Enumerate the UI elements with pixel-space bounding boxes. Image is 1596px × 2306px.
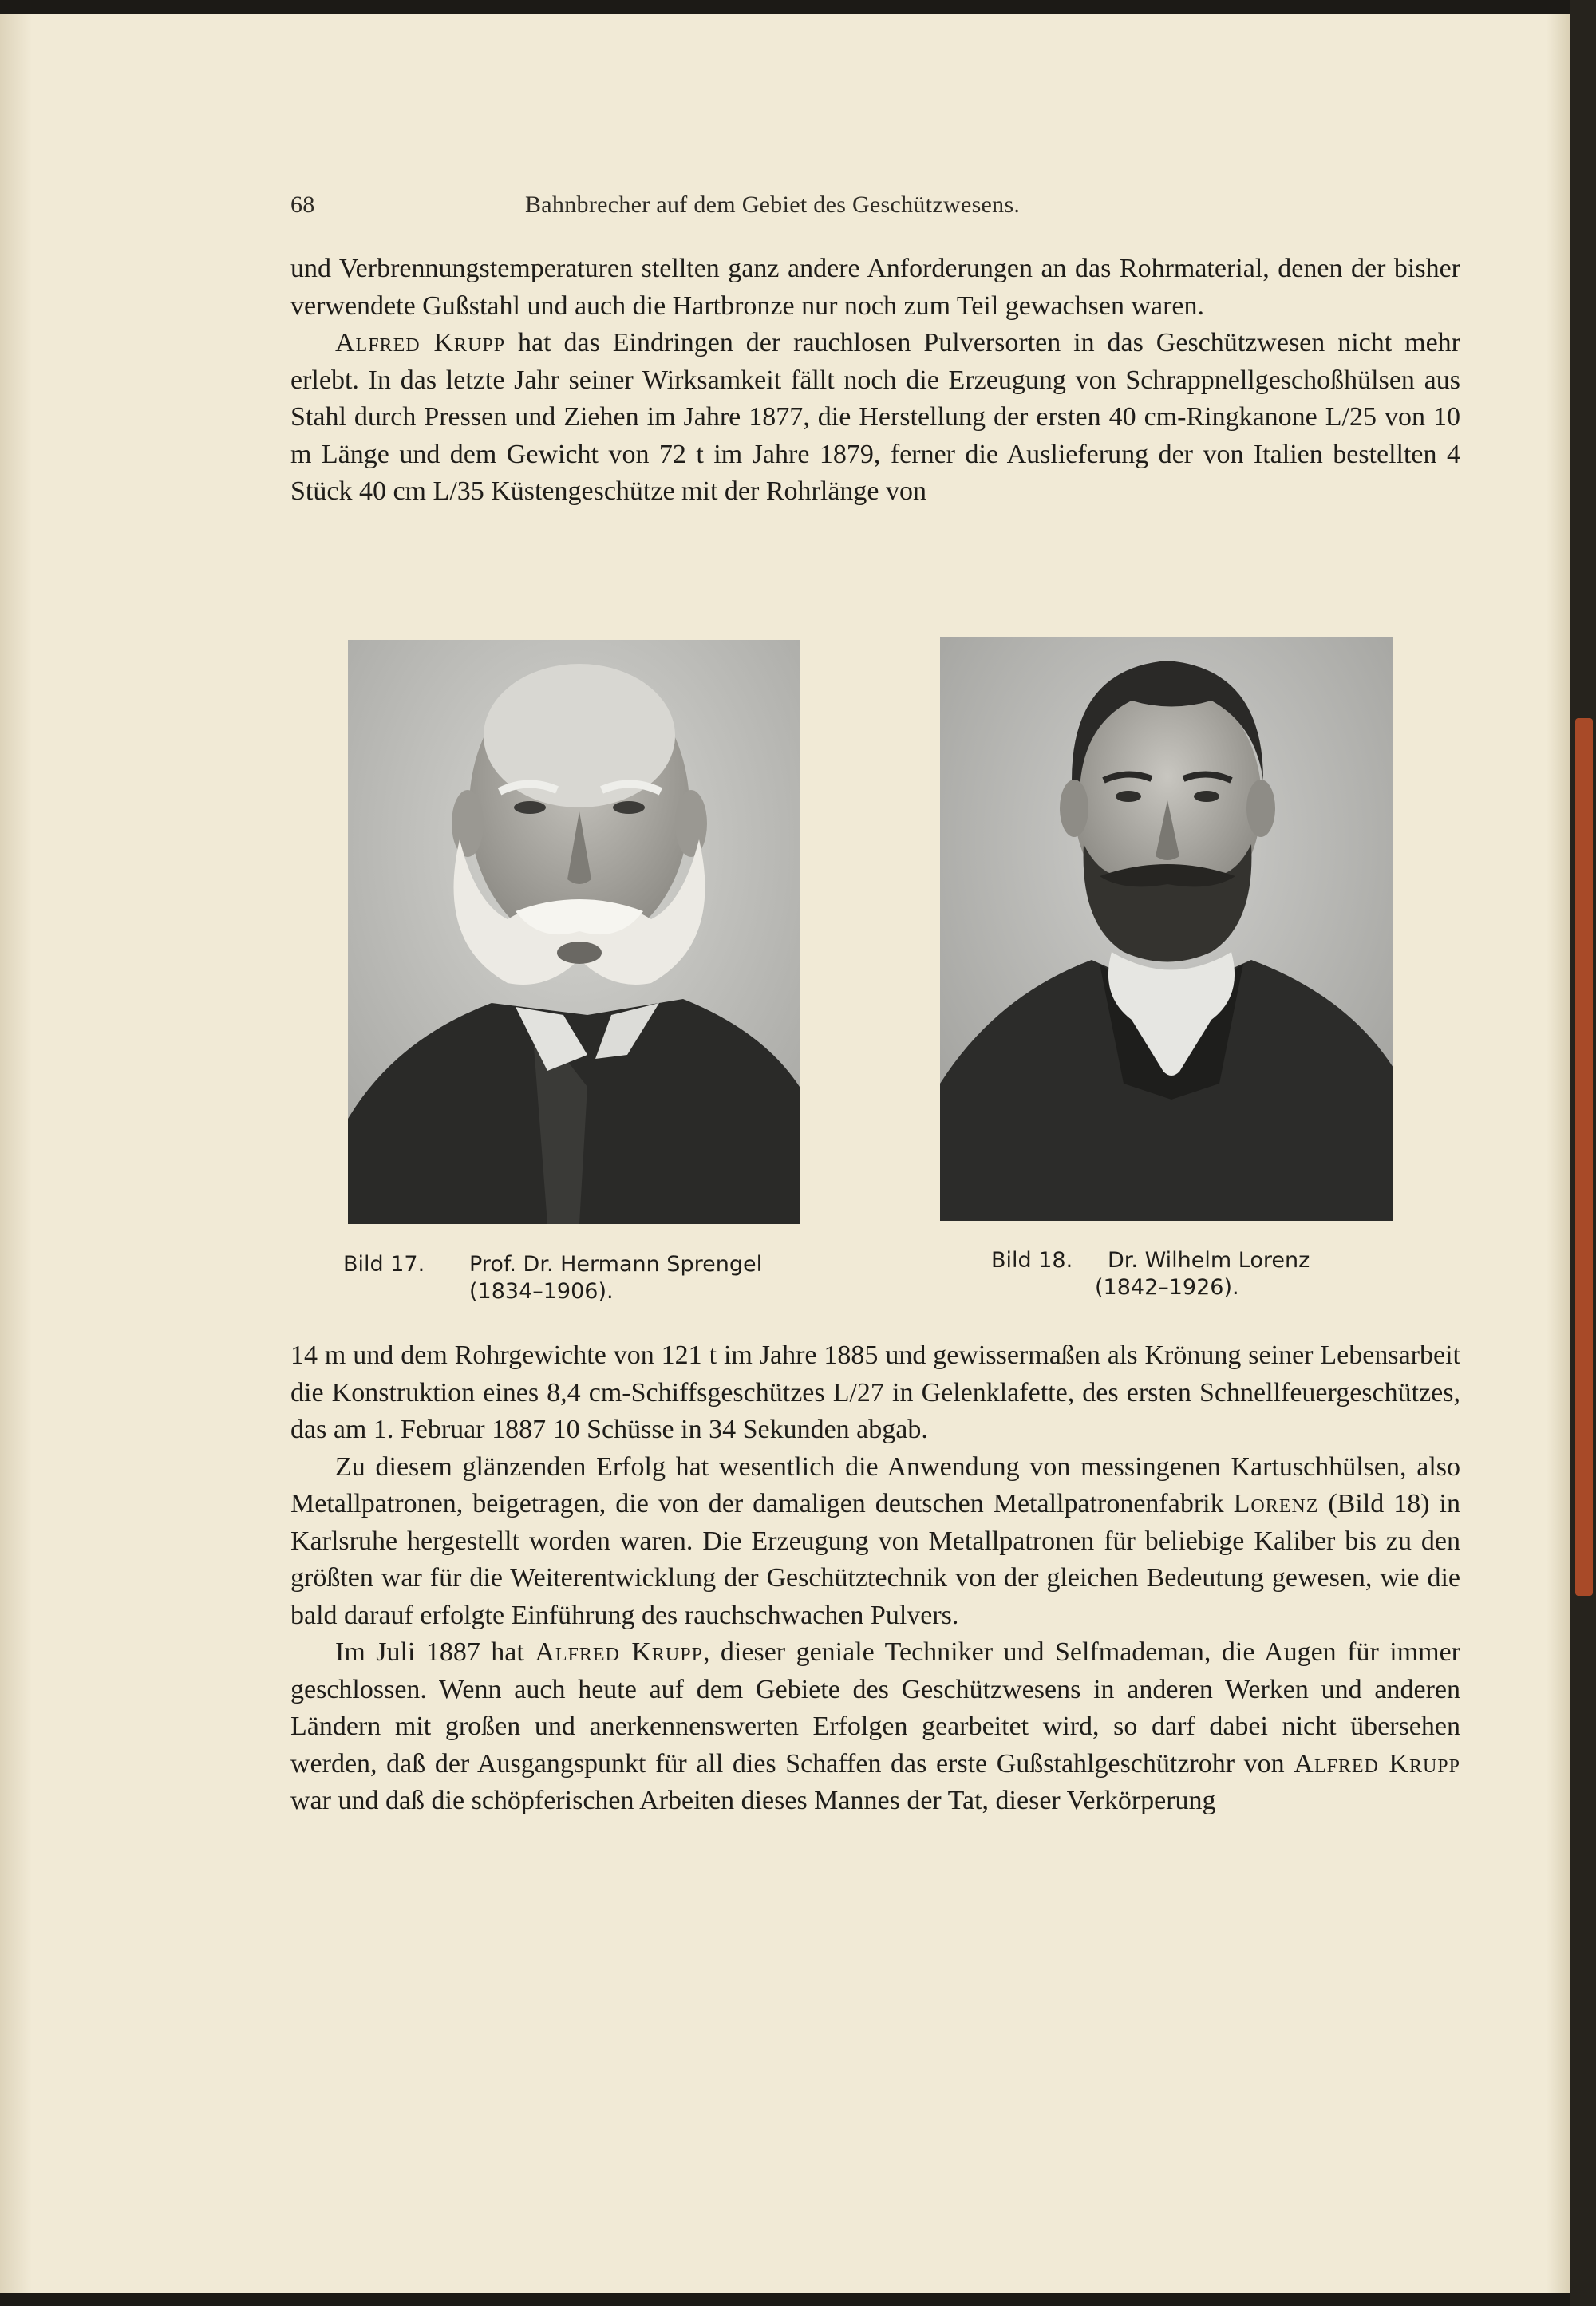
text-block-bottom (290, 1337, 1460, 1820)
figure-caption-18-name: Dr. Wilhelm Lorenz (1108, 1248, 1310, 1273)
paragraph-2-text: hat das Eindringen der rauchlosen Pulversorten in das Geschützwesen nicht mehr erlebt. In das letzte Jahr seiner Wirksamkeit fällt noch die Erzeugung von Schrappnellgeschoßhülsen aus Stahl durch Pressen und Ziehen im Jahre 1877, die Herstellung der ersten 40 cm-Ringkanone L/25 von 10 m Länge und dem Gewicht von 72 t im Jahre 1879, ferner die Auslieferung der von Italien bestellten 4 Stück 40 cm L/35 Küstengeschütze mit der Rohrlänge von (290, 328, 1460, 506)
book-binding (1570, 0, 1596, 2306)
paragraph-5 (290, 1634, 1460, 1820)
paragraph-5-text-a: Im Juli 1887 hat (335, 1637, 535, 1667)
person-name-krupp-2: Alfred Krupp (535, 1637, 703, 1667)
figure-caption-18-dates: (1842–1926). (1095, 1275, 1239, 1300)
paragraph-5-text-c: war und daß die schöpferischen Arbeiten dieses Mannes der Tat, dieser Verkörperung (290, 1786, 1216, 1815)
running-title: Bahnbrecher auf dem Gebiet des Geschützwesens. (525, 192, 1021, 218)
bookmark-tab (1575, 718, 1593, 1596)
paragraph-2 (290, 325, 1460, 511)
page-number: 68 (290, 192, 315, 218)
person-name-lorenz: Lorenz (1233, 1489, 1319, 1518)
person-name-krupp: Alfred Krupp (335, 328, 506, 357)
paragraph-1: und Verbrennungstemperaturen stellten ganz andere Anforderungen an das Rohrmaterial, denen der bisher verwendete Gußstahl und auch die Hartbronze nur noch zum Teil gewachsen waren. (290, 254, 1460, 321)
figure-caption-18 (991, 1247, 1406, 1303)
paragraph-4-text-b: (Bild 18) in Karlsruhe hergestellt worden waren. Die Erzeugung von Metallpatronen für beliebige Kaliber bis zu den größten war für die Weiterentwicklung der Geschütztechnik von der gleichen Bedeutung gewesen, wie die bald darauf erfolgte Einführung des rauchschwachen Pulvers. (290, 1489, 1460, 1630)
portrait-sprengel (348, 640, 800, 1224)
portrait-lorenz (940, 637, 1393, 1221)
book-page (0, 14, 1570, 2293)
figure-number-18: Bild 18. (991, 1248, 1073, 1273)
portrait-lorenz-image (940, 637, 1393, 1221)
text-block-top (290, 251, 1460, 511)
paragraph-3: 14 m und dem Rohrgewichte von 121 t im Jahre 1885 und gewissermaßen als Krönung seiner Lebensarbeit die Konstruktion eines 8,4 cm-Schiffsgeschützes L/27 in Gelenklafette, des ersten Schnellfeuergeschützes, das am 1. Februar 1887 10 Schüsse in 34 Sekunden abgab. (290, 1341, 1460, 1444)
portrait-sprengel-image (348, 640, 800, 1224)
paragraph-4 (290, 1449, 1460, 1635)
figure-caption-17-name: Prof. Dr. Hermann Sprengel (469, 1252, 763, 1277)
paragraph-4-text-a: Zu diesem glänzenden Erfolg hat wesentlich die Anwendung von messingenen Kartuschhülsen, also Metallpatronen, beigetragen, die von der damaligen deutschen Metallpatronenfabrik (290, 1451, 1460, 1518)
figure-number-17: Bild 17. (343, 1252, 425, 1277)
figure-caption-17-dates: (1834–1906). (469, 1279, 614, 1304)
figure-caption-17 (343, 1251, 838, 1307)
paragraph-5-text-b: , dieser geniale Techniker und Selfmademan, die Augen für immer geschlossen. Wenn auch heute auf dem Gebiete des Geschützwesens in anderen Werken und anderen Ländern mit großen und anerkennenswerten Erfolgen gearbeitet wird, so darf dabei nicht übersehen werden, daß der Ausgangspunkt für all dies Schaffen das erste Gußstahlgeschützrohr von (290, 1637, 1460, 1779)
person-name-krupp-3: Alfred Krupp (1294, 1748, 1461, 1779)
running-header (290, 192, 1460, 227)
